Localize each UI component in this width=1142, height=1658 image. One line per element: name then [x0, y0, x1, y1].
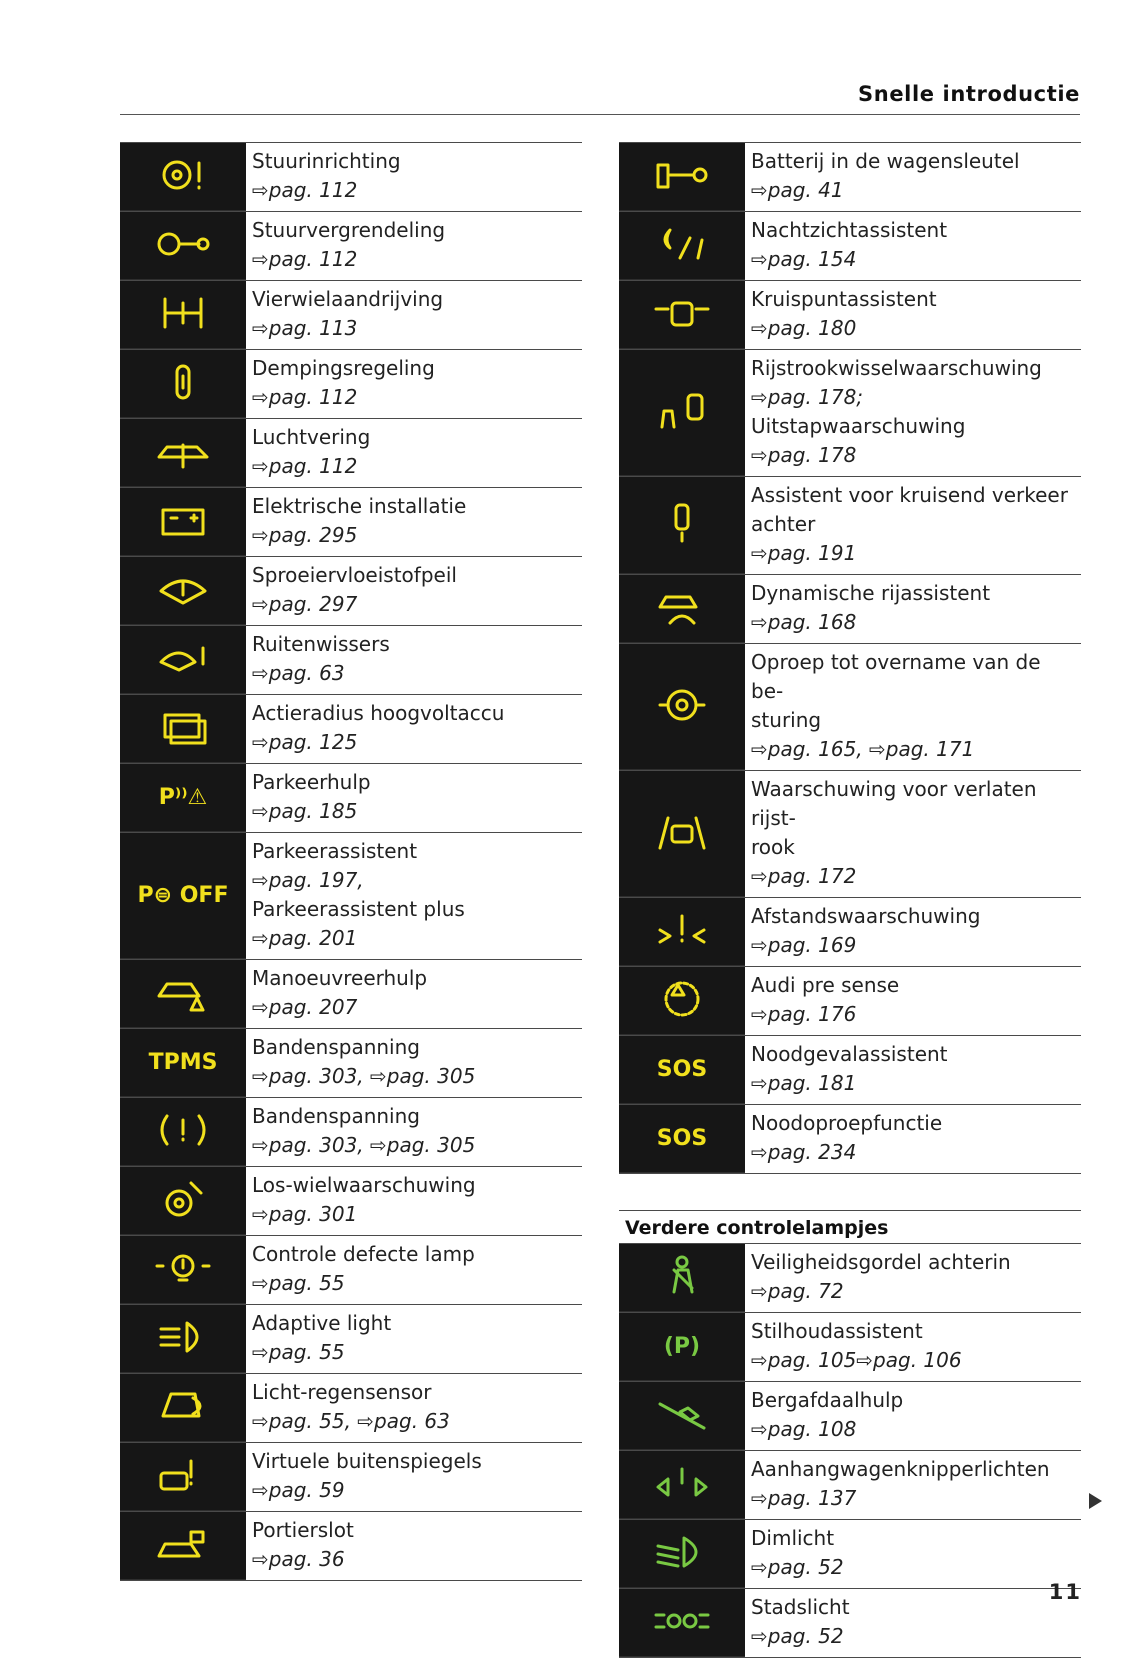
indicator-description — [745, 1036, 1081, 1104]
indicator-row — [120, 1304, 582, 1373]
tire-pressure-icon — [151, 1106, 215, 1158]
indicator-row — [120, 1373, 582, 1442]
page-reference-link[interactable]: ⇨pag. 180 — [751, 316, 857, 340]
indicator-label: achter — [751, 512, 816, 536]
page-reference-link[interactable]: ⇨pag. 112 — [252, 178, 358, 202]
indicator-row — [120, 1097, 582, 1166]
indicator-icon-cell — [120, 1098, 246, 1166]
lane-departure-icon — [650, 808, 714, 860]
indicator-row — [120, 211, 582, 280]
page-reference-link[interactable]: ⇨pag. 52 — [751, 1624, 844, 1648]
indicator-icon-cell — [120, 695, 246, 763]
indicator-row — [120, 1028, 582, 1097]
bulb-defect-icon — [151, 1244, 215, 1296]
indicator-icon-cell — [619, 477, 745, 574]
indicator-description — [745, 644, 1081, 770]
indicator-description — [246, 626, 582, 694]
indicator-description — [246, 1167, 582, 1235]
indicator-description — [246, 695, 582, 763]
night-vision-icon — [650, 220, 714, 272]
indicator-icon-cell — [120, 488, 246, 556]
indicator-label: Nachtzichtassistent — [751, 218, 948, 242]
indicator-label: Ruitenwissers — [252, 632, 390, 656]
indicator-description — [246, 1098, 582, 1166]
left-indicator-table — [120, 142, 582, 1581]
washer-fluid-icon — [151, 565, 215, 617]
indicator-label: Batterij in de wagensleutel — [751, 149, 1020, 173]
indicator-icon-cell — [120, 1029, 246, 1097]
indicator-row — [120, 142, 582, 211]
indicator-label: rook — [751, 835, 795, 859]
battery-icon — [151, 496, 215, 548]
indicator-label: Veiligheidsgordel achterin — [751, 1250, 1011, 1274]
indicator-description — [745, 1451, 1081, 1519]
pre-sense-icon — [650, 975, 714, 1027]
indicator-description — [246, 1512, 582, 1580]
trailer-indicator-icon — [650, 1459, 714, 1511]
indicator-label: Bergafdaalhulp — [751, 1388, 904, 1412]
indicator-icon-cell — [120, 419, 246, 487]
page-reference-link[interactable]: ⇨pag. 52 — [751, 1555, 844, 1579]
indicator-label: Virtuele buitenspiegels — [252, 1449, 482, 1473]
emergency-assist-icon: SOS — [656, 1057, 708, 1082]
rear-cross-traffic-icon — [650, 499, 714, 551]
indicator-description — [246, 1029, 582, 1097]
indicator-label: Noodgevalassistent — [751, 1042, 948, 1066]
indicator-icon-cell — [120, 833, 246, 959]
indicator-row — [120, 349, 582, 418]
hv-battery-icon — [151, 703, 215, 755]
indicator-row — [619, 1104, 1081, 1174]
wiper-warning-icon — [151, 634, 215, 686]
page-reference-link[interactable]: ⇨pag. 112 — [252, 454, 358, 478]
indicator-row — [619, 476, 1081, 574]
next-page-arrow-icon — [1089, 1493, 1102, 1509]
indicator-icon-cell — [120, 626, 246, 694]
indicator-row — [120, 418, 582, 487]
page-reference-link[interactable]: ⇨pag. 178; — [751, 385, 864, 409]
section-title: Snelle introductie — [858, 82, 1080, 106]
indicator-label: Stuurinrichting — [252, 149, 401, 173]
indicator-label: Kruispuntassistent — [751, 287, 937, 311]
page-reference-link[interactable]: ⇨pag. 112 — [252, 247, 358, 271]
page-reference-link[interactable]: ⇨pag. 165, ⇨pag. 171 — [751, 737, 975, 761]
page-reference-link[interactable]: ⇨pag. 112 — [252, 385, 358, 409]
page-reference-link[interactable]: ⇨pag. 108 — [751, 1417, 857, 1441]
indicator-row — [619, 643, 1081, 770]
air-suspension-icon — [151, 427, 215, 479]
indicator-icon-cell — [120, 557, 246, 625]
indicator-label: Portierslot — [252, 1518, 354, 1542]
indicator-icon-cell — [120, 1374, 246, 1442]
indicator-row — [619, 1035, 1081, 1104]
indicator-label: Parkeerhulp — [252, 770, 371, 794]
further-indicators-heading: Verdere controlelampjes — [619, 1210, 1081, 1243]
indicator-description — [246, 1305, 582, 1373]
indicator-label: sturing — [751, 708, 822, 732]
indicator-icon-cell — [120, 764, 246, 832]
indicator-label: Oproep tot overname van de be- — [751, 650, 1041, 703]
indicator-label: Controle defecte lamp — [252, 1242, 475, 1266]
page-reference-link[interactable]: ⇨pag. 176 — [751, 1002, 857, 1026]
indicator-row — [120, 694, 582, 763]
indicator-icon-cell — [619, 644, 745, 770]
page-reference-link[interactable]: ⇨pag. 55 — [252, 1271, 345, 1295]
indicator-description — [246, 1374, 582, 1442]
indicator-row — [120, 1166, 582, 1235]
distance-warning-icon — [650, 906, 714, 958]
indicator-icon-cell — [619, 575, 745, 643]
tpms-icon: TPMS — [148, 1050, 218, 1075]
hold-assist-icon: (P) — [663, 1334, 701, 1359]
indicator-label: Waarschuwing voor verlaten rijst- — [751, 777, 1037, 830]
door-lock-icon — [151, 1520, 215, 1572]
indicator-description — [246, 1443, 582, 1511]
indicator-icon-cell — [120, 281, 246, 349]
indicator-description — [246, 143, 582, 211]
indicator-description — [745, 898, 1081, 966]
indicator-description — [745, 212, 1081, 280]
page-reference-link[interactable]: ⇨pag. 55 — [252, 1340, 345, 1364]
page-reference-link[interactable]: ⇨pag. 113 — [252, 316, 358, 340]
hill-descent-icon — [650, 1390, 714, 1442]
page-reference-link[interactable]: ⇨pag. 191 — [751, 541, 857, 565]
indicator-row — [619, 211, 1081, 280]
indicator-row — [120, 832, 582, 959]
indicator-icon-cell — [619, 771, 745, 897]
indicator-description — [246, 419, 582, 487]
indicator-icon-cell — [619, 1382, 745, 1450]
indicator-icon-cell — [619, 281, 745, 349]
page-reference-link[interactable]: ⇨pag. 301 — [252, 1202, 358, 1226]
page-reference-link[interactable]: ⇨pag. 168 — [751, 610, 857, 634]
adaptive-light-icon — [151, 1313, 215, 1365]
indicator-description — [745, 1105, 1081, 1173]
page-header — [120, 82, 1080, 115]
indicator-label: Manoeuvreerhulp — [252, 966, 428, 990]
park-assist-off-icon: P⊜ OFF — [137, 883, 229, 908]
indicator-label: Stadslicht — [751, 1595, 850, 1619]
indicator-label: Bandenspanning — [252, 1104, 420, 1128]
indicator-row — [120, 280, 582, 349]
indicator-icon-cell — [120, 1167, 246, 1235]
indicator-description — [246, 212, 582, 280]
parking-light-icon — [650, 1597, 714, 1649]
awd-icon — [151, 289, 215, 341]
indicator-row — [120, 1235, 582, 1304]
page-reference-link[interactable]: ⇨pag. 303, ⇨pag. 305 — [252, 1133, 476, 1157]
indicator-icon-cell — [619, 898, 745, 966]
indicator-row — [120, 1511, 582, 1581]
indicator-row — [619, 1588, 1081, 1658]
indicator-row — [619, 1381, 1081, 1450]
indicator-icon-cell — [120, 1443, 246, 1511]
page-reference-link[interactable]: ⇨pag. 201 — [252, 926, 358, 950]
indicator-label: Audi pre sense — [751, 973, 900, 997]
further-indicator-list — [619, 1243, 1081, 1658]
lane-change-icon — [650, 387, 714, 439]
indicator-icon-cell — [619, 1451, 745, 1519]
indicator-label: Elektrische installatie — [252, 494, 467, 518]
key-battery-icon — [650, 151, 714, 203]
indicator-label: Assistent voor kruisend verkeer — [751, 483, 1068, 507]
indicator-row — [619, 770, 1081, 897]
indicator-description — [745, 477, 1081, 574]
page-reference-link[interactable]: ⇨pag. 234 — [751, 1140, 857, 1164]
indicator-description — [246, 488, 582, 556]
loose-wheel-icon — [151, 1175, 215, 1227]
indicator-label: Uitstapwaarschuwing — [751, 414, 966, 438]
indicator-row — [120, 1442, 582, 1511]
indicator-description — [246, 1236, 582, 1304]
indicator-label: Actieradius hoogvoltaccu — [252, 701, 505, 725]
indicator-label: Aanhangwagenknipperlichten — [751, 1457, 1050, 1481]
page-reference-link[interactable]: ⇨pag. 72 — [751, 1279, 844, 1303]
page-reference-link[interactable]: ⇨pag. 181 — [751, 1071, 857, 1095]
emergency-call-icon: SOS — [656, 1126, 708, 1151]
indicator-label: Vierwielaandrijving — [252, 287, 444, 311]
page-reference-link[interactable]: ⇨pag. 36 — [252, 1547, 345, 1571]
virtual-mirror-icon — [151, 1451, 215, 1503]
indicator-description — [745, 281, 1081, 349]
indicator-icon-cell — [120, 1305, 246, 1373]
indicator-description — [745, 771, 1081, 897]
indicator-description — [745, 1589, 1081, 1657]
page-reference-link[interactable]: ⇨pag. 137 — [751, 1486, 857, 1510]
indicator-icon-cell — [120, 960, 246, 1028]
indicator-description — [745, 1313, 1081, 1381]
indicator-description — [745, 350, 1081, 476]
indicator-label: Dimlicht — [751, 1526, 835, 1550]
indicator-row — [120, 959, 582, 1028]
indicator-row — [619, 142, 1081, 211]
indicator-label: Stilhoudassistent — [751, 1319, 923, 1343]
page-reference-link[interactable]: ⇨pag. 197, — [252, 868, 364, 892]
indicator-row — [619, 574, 1081, 643]
indicator-row — [120, 625, 582, 694]
indicator-row — [619, 897, 1081, 966]
indicator-label: Afstandswaarschuwing — [751, 904, 981, 928]
indicator-icon-cell — [619, 212, 745, 280]
indicator-label: Stuurvergrendeling — [252, 218, 446, 242]
indicator-label: Parkeerassistent plus — [252, 897, 465, 921]
indicator-description — [745, 967, 1081, 1035]
indicator-description — [745, 143, 1081, 211]
indicator-icon-cell — [120, 1236, 246, 1304]
page-reference-link[interactable]: ⇨pag. 55, ⇨pag. 63 — [252, 1409, 450, 1433]
indicator-row — [120, 487, 582, 556]
indicator-row — [120, 763, 582, 832]
indicator-row — [619, 1519, 1081, 1588]
takeover-request-icon — [650, 681, 714, 733]
page-reference-link[interactable]: ⇨pag. 59 — [252, 1478, 345, 1502]
indicator-icon-cell — [619, 1520, 745, 1588]
crossing-assist-icon — [650, 289, 714, 341]
indicator-icon-cell — [619, 1313, 745, 1381]
page-reference-link[interactable]: ⇨pag. 172 — [751, 864, 857, 888]
page-reference-link[interactable]: ⇨pag. 297 — [252, 592, 358, 616]
page-number: 11 — [1048, 1580, 1082, 1604]
page-reference-link[interactable]: ⇨pag. 105⇨pag. 106 — [751, 1348, 962, 1372]
indicator-label: Noodoproepfunctie — [751, 1111, 943, 1135]
maneuver-assist-icon — [151, 968, 215, 1020]
indicator-row — [619, 280, 1081, 349]
indicator-label: Licht-regensensor — [252, 1380, 432, 1404]
indicator-description — [745, 1244, 1081, 1312]
indicator-label: Bandenspanning — [252, 1035, 420, 1059]
indicator-icon-cell — [120, 143, 246, 211]
indicator-icon-cell — [619, 1105, 745, 1173]
page-reference-link[interactable]: ⇨pag. 41 — [751, 178, 844, 202]
indicator-icon-cell — [619, 1036, 745, 1104]
indicator-icon-cell — [619, 1244, 745, 1312]
page-reference-link[interactable]: ⇨pag. 207 — [252, 995, 358, 1019]
page-reference-link[interactable]: ⇨pag. 185 — [252, 799, 358, 823]
seatbelt-rear-icon — [650, 1252, 714, 1304]
light-rain-sensor-icon — [151, 1382, 215, 1434]
indicator-description — [246, 960, 582, 1028]
page-reference-link[interactable]: ⇨pag. 63 — [252, 661, 345, 685]
page-reference-link[interactable]: ⇨pag. 125 — [252, 730, 358, 754]
indicator-label: Sproeiervloeistofpeil — [252, 563, 457, 587]
driver-assist-indicator-list — [619, 142, 1081, 1174]
indicator-icon-cell — [619, 143, 745, 211]
indicator-row — [120, 556, 582, 625]
damper-icon — [151, 358, 215, 410]
indicator-icon-cell — [120, 212, 246, 280]
indicator-description — [745, 1382, 1081, 1450]
indicator-label: Adaptive light — [252, 1311, 392, 1335]
page-reference-link[interactable]: ⇨pag. 178 — [751, 443, 857, 467]
indicator-icon-cell — [619, 350, 745, 476]
right-indicator-table — [619, 142, 1081, 1658]
indicator-description — [246, 281, 582, 349]
indicator-label: Parkeerassistent — [252, 839, 418, 863]
page-reference-link[interactable]: ⇨pag. 154 — [751, 247, 857, 271]
indicator-row — [619, 349, 1081, 476]
indicator-label: Dempingsregeling — [252, 356, 435, 380]
low-beam-icon — [650, 1528, 714, 1580]
indicator-description — [246, 764, 582, 832]
indicator-description — [745, 1520, 1081, 1588]
indicator-label: Los-wielwaarschuwing — [252, 1173, 476, 1197]
steering-warning-icon — [151, 151, 215, 203]
indicator-description — [246, 833, 582, 959]
indicator-row — [619, 966, 1081, 1035]
page-reference-link[interactable]: ⇨pag. 169 — [751, 933, 857, 957]
dynamic-drive-assist-icon — [650, 583, 714, 635]
indicator-icon-cell — [619, 967, 745, 1035]
indicator-row — [619, 1312, 1081, 1381]
indicator-label: Dynamische rijassistent — [751, 581, 991, 605]
indicator-label: Rijstrookwisselwaarschuwing — [751, 356, 1042, 380]
indicator-icon-cell — [619, 1589, 745, 1657]
page-reference-link[interactable]: ⇨pag. 295 — [252, 523, 358, 547]
steering-lock-icon — [151, 220, 215, 272]
indicator-row — [619, 1450, 1081, 1519]
indicator-label: Luchtvering — [252, 425, 371, 449]
indicator-icon-cell — [120, 350, 246, 418]
parking-aid-icon: P⁾⁾⚠ — [158, 785, 208, 810]
indicator-icon-cell — [120, 1512, 246, 1580]
indicator-row — [619, 1243, 1081, 1312]
indicator-description — [246, 350, 582, 418]
indicator-description — [246, 557, 582, 625]
indicator-description — [745, 575, 1081, 643]
page-reference-link[interactable]: ⇨pag. 303, ⇨pag. 305 — [252, 1064, 476, 1088]
